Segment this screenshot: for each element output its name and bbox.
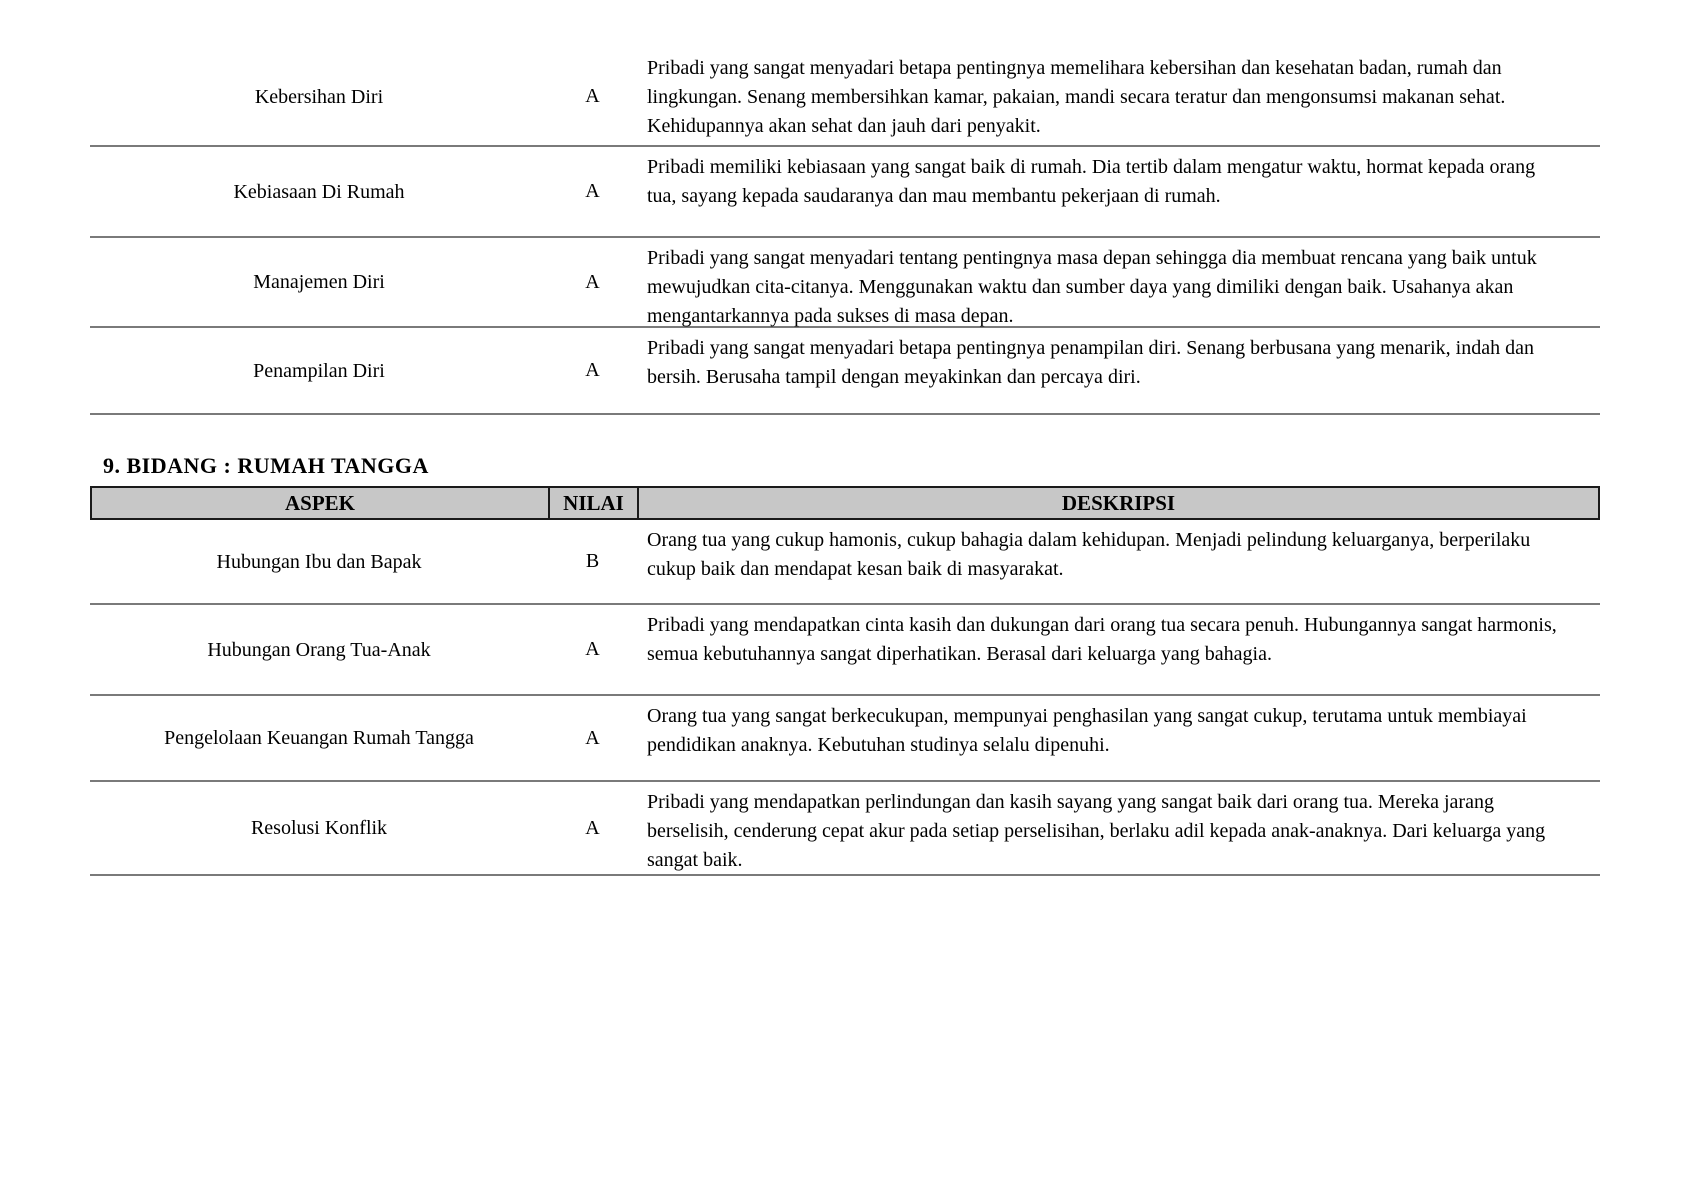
continuation-table xyxy=(90,48,1600,415)
deskripsi-cell xyxy=(637,48,1600,145)
nilai-value: A xyxy=(585,85,600,107)
aspek-label: Penampilan Diri xyxy=(253,359,385,382)
aspek-label: Kebiasaan Di Rumah xyxy=(233,180,405,203)
table-row xyxy=(90,782,1600,876)
deskripsi-text: Pribadi yang sangat menyadari betapa pentingnya memelihara kebersihan dan kesehatan badan, rumah dan lingkungan. Senang membersihkan kamar, pakaian, mandi secara teratur dan mengonsumsi makanan sehat. Kehidupannya akan sehat dan jauh dari penyakit. xyxy=(647,57,1506,137)
deskripsi-text: Pribadi yang sangat menyadari tentang pentingnya masa depan sehingga dia membuat rencana yang baik untuk mewujudkan cita-citanya. Menggunakan waktu dan sumber daya yang dimiliki dengan baik. Usahanya akan mengantarkannya pada sukses di masa depan. xyxy=(647,247,1537,327)
rumah-tangga-table xyxy=(90,486,1600,876)
aspek-label: Kebersihan Diri xyxy=(254,85,384,108)
deskripsi-cell xyxy=(637,328,1600,413)
aspek-label: Manajemen Diri xyxy=(253,271,385,293)
aspek-cell xyxy=(90,48,548,145)
deskripsi-text: Pribadi yang sangat menyadari betapa pentingnya penampilan diri. Senang berbusana yang menarik, indah dan bersih. Berusaha tampil dengan meyakinkan dan percaya diri. xyxy=(647,337,1534,388)
aspek-cell xyxy=(90,328,548,413)
nilai-cell xyxy=(548,520,637,603)
deskripsi-text: Pribadi yang mendapatkan perlindungan dan kasih sayang yang sangat baik dari orang tua. Mereka jarang berselisih, cenderung cepat akur pada setiap perselisihan, berlaku adil kepada anak-anaknya. Dari keluarga yang sangat baik. xyxy=(647,791,1546,871)
nilai-value: A xyxy=(585,816,600,839)
nilai-value: A xyxy=(585,638,600,660)
nilai-value: A xyxy=(585,180,600,202)
nilai-cell xyxy=(548,696,637,780)
deskripsi-cell xyxy=(637,782,1600,874)
deskripsi-cell xyxy=(637,605,1600,694)
deskripsi-cell xyxy=(637,520,1600,603)
table-row xyxy=(90,48,1600,147)
aspek-label: Hubungan Orang Tua-Anak xyxy=(207,638,431,661)
aspek-label: Pengelolaan Keuangan Rumah Tangga xyxy=(164,727,474,749)
deskripsi-cell xyxy=(637,238,1600,326)
aspek-cell xyxy=(90,147,548,236)
page-content xyxy=(90,48,1600,876)
table-row xyxy=(90,328,1600,415)
deskripsi-text: Orang tua yang sangat berkecukupan, mempunyai penghasilan yang sangat cukup, terutama untuk membiayai pendidikan anaknya. Kebutuhan studinya selalu dipenuhi. xyxy=(647,705,1527,756)
aspek-cell xyxy=(90,238,548,326)
column-header-nilai: NILAI xyxy=(548,488,637,518)
nilai-cell xyxy=(548,48,637,145)
deskripsi-text: Orang tua yang cukup hamonis, cukup bahagia dalam kehidupan. Menjadi pelindung keluarganya, berperilaku cukup baik dan mendapat kesan baik di masyarakat. xyxy=(647,529,1531,580)
table-row xyxy=(90,696,1600,782)
deskripsi-cell xyxy=(637,147,1600,236)
aspek-cell xyxy=(90,782,548,874)
nilai-cell xyxy=(548,147,637,236)
table-row xyxy=(90,147,1600,238)
deskripsi-text: Pribadi memiliki kebiasaan yang sangat baik di rumah. Dia tertib dalam mengatur waktu, hormat kepada orang tua, sayang kepada saudaranya dan mau membantu pekerjaan di rumah. xyxy=(647,156,1536,207)
aspek-cell xyxy=(90,605,548,694)
deskripsi-cell xyxy=(637,696,1600,780)
table-row xyxy=(90,238,1600,328)
nilai-cell xyxy=(548,782,637,874)
deskripsi-text: Pribadi yang mendapatkan cinta kasih dan dukungan dari orang tua secara penuh. Hubungannya sangat harmonis, semua kebutuhannya sangat diperhatikan. Berasal dari keluarga yang bahagia. xyxy=(647,614,1557,665)
aspek-label: Hubungan Ibu dan Bapak xyxy=(216,550,422,573)
column-header-deskripsi: DESKRIPSI xyxy=(637,488,1598,518)
aspek-cell xyxy=(90,696,548,780)
aspek-label: Resolusi Konflik xyxy=(250,817,388,839)
table-row xyxy=(90,520,1600,605)
nilai-value: A xyxy=(585,270,600,293)
table-row xyxy=(90,605,1600,696)
nilai-cell xyxy=(548,238,637,326)
column-header-aspek: ASPEK xyxy=(284,490,355,515)
nilai-value: A xyxy=(585,359,600,381)
nilai-value: B xyxy=(585,550,600,572)
aspek-cell xyxy=(90,520,548,603)
nilai-cell xyxy=(548,328,637,413)
section-title: 9. BIDANG : RUMAH TANGGA xyxy=(103,453,429,478)
table-header-row xyxy=(90,486,1600,520)
nilai-cell xyxy=(548,605,637,694)
nilai-value: A xyxy=(585,726,600,749)
